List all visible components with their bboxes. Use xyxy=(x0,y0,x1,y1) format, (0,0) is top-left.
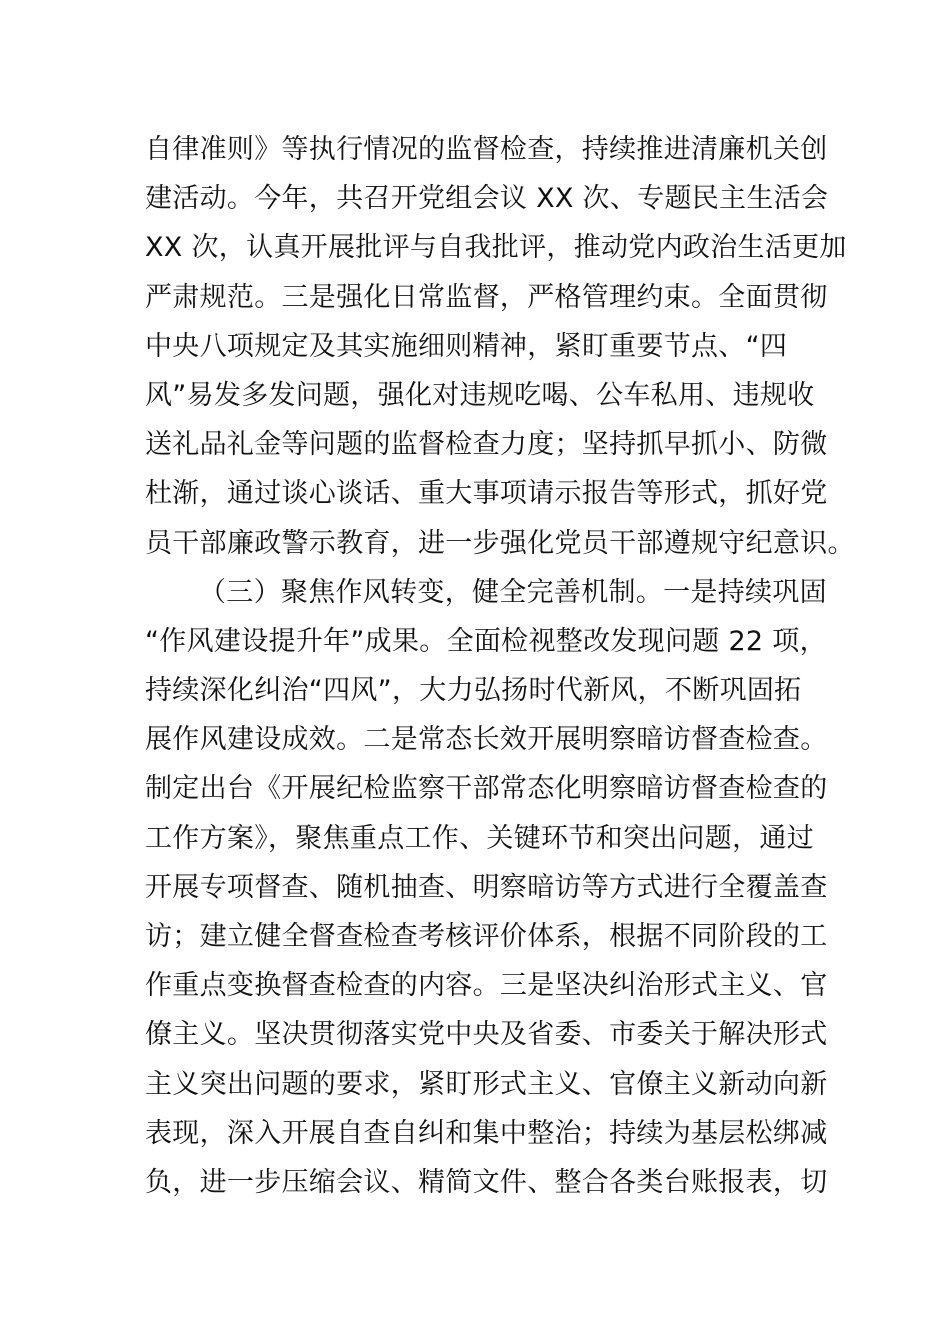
text-line: 制定出台《开展纪检监察干部常态化明察暗访督查检查的 xyxy=(145,773,828,805)
text-line: 中央八项规定及其实施细则精神，紧盯重要节点、“四 xyxy=(145,330,788,362)
text-line: （三）聚焦作风转变，健全完善机制。一是持续巩固 xyxy=(199,576,827,608)
text-line: 展作风建设成效。二是常态长效开展明察暗访督查检查。 xyxy=(145,724,828,756)
text-line: XX 次，认真开展批评与自我批评，推动党内政治生活更加 xyxy=(145,232,847,264)
text-line: 送礼品礼金等问题的监督检查力度；坚持抓早抓小、防微 xyxy=(145,429,828,461)
text-line: 建活动。今年，共召开党组会议 XX 次、专题民主生活会 xyxy=(145,183,829,215)
text-line: “作风建设提升年”成果。全面检视整改发现问题 22 项， xyxy=(145,625,827,657)
text-line: 表现，深入开展自查自纠和集中整治；持续为基层松绑减 xyxy=(145,1117,828,1149)
body-text xyxy=(145,125,855,1207)
text-line: 负，进一步压缩会议、精简文件、整合各类台账报表，切 xyxy=(145,1166,828,1198)
text-line: 自律准则》等执行情况的监督检查，持续推进清廉机关创 xyxy=(145,134,828,165)
text-line: 僚主义。坚决贯彻落实党中央及省委、市委关于解决形式 xyxy=(145,1019,828,1051)
text-line: 持续深化纠治“四风”，大力弘扬时代新风，不断巩固拓 xyxy=(145,675,802,707)
text-line: 风”易发多发问题，强化对违规吃喝、公车私用、违规收 xyxy=(145,379,815,411)
text-line: 开展专项督查、随机抽查、明察暗访等方式进行全覆盖查 xyxy=(145,871,828,903)
text-line: 员干部廉政警示教育，进一步强化党员干部遵规守纪意识。 xyxy=(145,527,855,559)
text-line: 作重点变换督查检查的内容。三是坚决纠治形式主义、官 xyxy=(145,970,828,1002)
text-line: 工作方案》，聚焦重点工作、关键环节和突出问题，通过 xyxy=(145,822,814,854)
text-line: 主义突出问题的要求，紧盯形式主义、官僚主义新动向新 xyxy=(145,1068,828,1100)
text-line: 访；建立健全督查检查考核评价体系，根据不同阶段的工 xyxy=(145,921,828,952)
text-line: 杜渐，通过谈心谈话、重大事项请示报告等形式，抓好党 xyxy=(145,478,828,510)
text-line: 严肃规范。三是强化日常监督，严格管理约束。全面贯彻 xyxy=(145,281,828,313)
